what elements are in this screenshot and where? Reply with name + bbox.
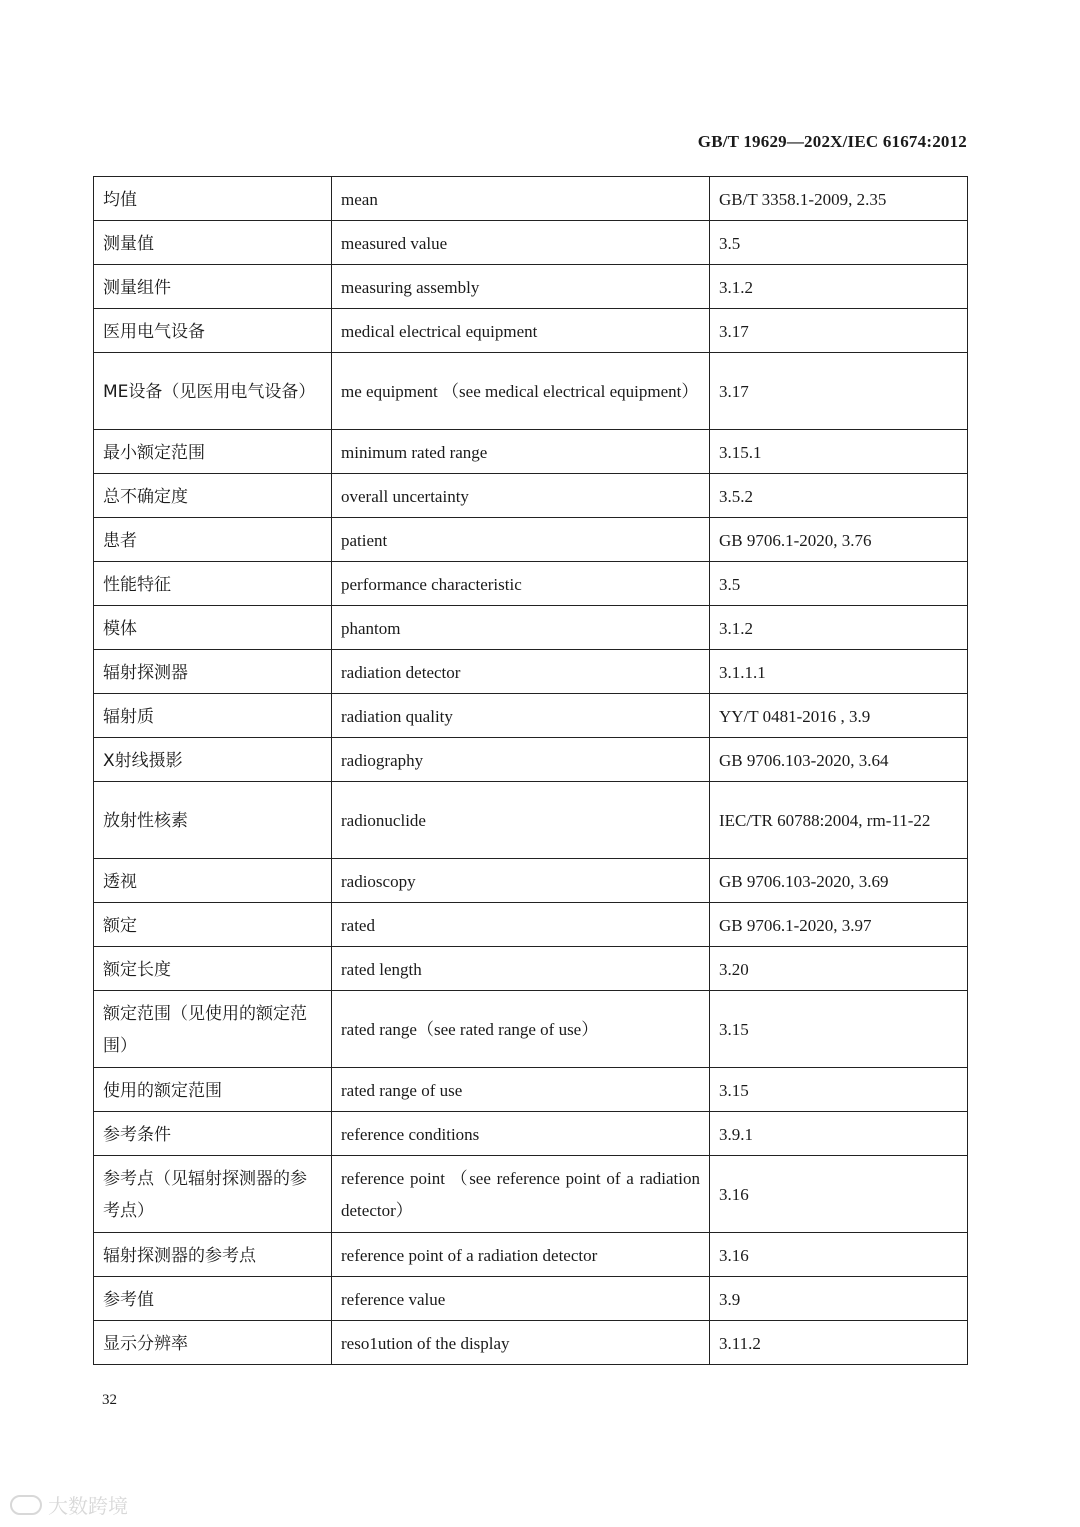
term-english-cell: radionuclide bbox=[332, 782, 710, 859]
term-english-cell: patient bbox=[332, 518, 710, 562]
term-chinese-cell: 医用电气设备 bbox=[94, 309, 332, 353]
terms-index-table bbox=[93, 176, 968, 1365]
term-chinese-cell: 辐射质 bbox=[94, 694, 332, 738]
table-row bbox=[94, 562, 968, 606]
term-chinese-cell: 测量值 bbox=[94, 221, 332, 265]
term-reference-cell: 3.17 bbox=[710, 309, 968, 353]
term-chinese-cell: 模体 bbox=[94, 606, 332, 650]
term-chinese-cell: 患者 bbox=[94, 518, 332, 562]
term-chinese-cell: 均值 bbox=[94, 177, 332, 221]
table-row bbox=[94, 221, 968, 265]
term-reference-cell: 3.20 bbox=[710, 947, 968, 991]
term-english-cell: radiography bbox=[332, 738, 710, 782]
table-row bbox=[94, 430, 968, 474]
table-row bbox=[94, 991, 968, 1068]
watermark-logo-icon bbox=[10, 1495, 42, 1515]
term-reference-cell: 3.11.2 bbox=[710, 1321, 968, 1365]
table-row bbox=[94, 265, 968, 309]
term-reference-cell: 3.16 bbox=[710, 1156, 968, 1233]
term-english-cell: measured value bbox=[332, 221, 710, 265]
table-row bbox=[94, 309, 968, 353]
term-chinese-cell: 使用的额定范围 bbox=[94, 1068, 332, 1112]
term-chinese-cell: 参考点（见辐射探测器的参考点） bbox=[94, 1156, 332, 1233]
term-reference-cell: GB/T 3358.1-2009, 2.35 bbox=[710, 177, 968, 221]
term-chinese-cell: 测量组件 bbox=[94, 265, 332, 309]
table-row bbox=[94, 694, 968, 738]
page-number: 32 bbox=[102, 1392, 117, 1408]
table-row bbox=[94, 738, 968, 782]
term-chinese-cell: 额定范围（见使用的额定范围） bbox=[94, 991, 332, 1068]
term-english-cell: radiation quality bbox=[332, 694, 710, 738]
term-english-cell: radioscopy bbox=[332, 859, 710, 903]
term-reference-cell: GB 9706.103-2020, 3.69 bbox=[710, 859, 968, 903]
table-row bbox=[94, 650, 968, 694]
term-english-cell: performance characteristic bbox=[332, 562, 710, 606]
term-english-cell: minimum rated range bbox=[332, 430, 710, 474]
term-chinese-cell: 最小额定范围 bbox=[94, 430, 332, 474]
term-chinese-cell: ME设备（见医用电气设备） bbox=[94, 353, 332, 430]
table-row bbox=[94, 1233, 968, 1277]
term-chinese-cell: 辐射探测器的参考点 bbox=[94, 1233, 332, 1277]
term-english-cell: rated range（see rated range of use） bbox=[332, 991, 710, 1068]
term-reference-cell: 3.1.1.1 bbox=[710, 650, 968, 694]
table-row bbox=[94, 1156, 968, 1233]
term-reference-cell: 3.5.2 bbox=[710, 474, 968, 518]
table-row bbox=[94, 903, 968, 947]
term-english-cell: medical electrical equipment bbox=[332, 309, 710, 353]
term-chinese-cell: 参考值 bbox=[94, 1277, 332, 1321]
term-reference-cell: YY/T 0481-2016 , 3.9 bbox=[710, 694, 968, 738]
term-chinese-cell: 额定 bbox=[94, 903, 332, 947]
table-row bbox=[94, 859, 968, 903]
term-english-cell: me equipment （see medical electrical equipment） bbox=[332, 353, 710, 430]
table-row bbox=[94, 1321, 968, 1365]
term-chinese-cell: 额定长度 bbox=[94, 947, 332, 991]
table-row bbox=[94, 1112, 968, 1156]
watermark bbox=[10, 1490, 128, 1519]
table-row bbox=[94, 782, 968, 859]
term-reference-cell: 3.5 bbox=[710, 562, 968, 606]
table-row bbox=[94, 353, 968, 430]
term-reference-cell: 3.16 bbox=[710, 1233, 968, 1277]
term-english-cell: reference value bbox=[332, 1277, 710, 1321]
term-english-cell: reference conditions bbox=[332, 1112, 710, 1156]
term-reference-cell: 3.9 bbox=[710, 1277, 968, 1321]
term-chinese-cell: 透视 bbox=[94, 859, 332, 903]
term-chinese-cell: X射线摄影 bbox=[94, 738, 332, 782]
term-reference-cell: 3.15 bbox=[710, 1068, 968, 1112]
watermark-text: 大数跨境 bbox=[48, 1494, 128, 1518]
term-chinese-cell: 显示分辨率 bbox=[94, 1321, 332, 1365]
term-english-cell: rated length bbox=[332, 947, 710, 991]
term-reference-cell: 3.9.1 bbox=[710, 1112, 968, 1156]
term-chinese-cell: 性能特征 bbox=[94, 562, 332, 606]
table-row bbox=[94, 1277, 968, 1321]
term-reference-cell: GB 9706.1-2020, 3.76 bbox=[710, 518, 968, 562]
term-reference-cell: GB 9706.103-2020, 3.64 bbox=[710, 738, 968, 782]
term-chinese-cell: 参考条件 bbox=[94, 1112, 332, 1156]
term-reference-cell: 3.1.2 bbox=[710, 606, 968, 650]
term-english-cell: phantom bbox=[332, 606, 710, 650]
term-reference-cell: 3.15 bbox=[710, 991, 968, 1068]
term-reference-cell: 3.17 bbox=[710, 353, 968, 430]
table-row bbox=[94, 1068, 968, 1112]
term-reference-cell: GB 9706.1-2020, 3.97 bbox=[710, 903, 968, 947]
table-row bbox=[94, 606, 968, 650]
table-row bbox=[94, 177, 968, 221]
term-english-cell: reso1ution of the display bbox=[332, 1321, 710, 1365]
term-chinese-cell: 辐射探测器 bbox=[94, 650, 332, 694]
standard-number-header: GB/T 19629—202X/IEC 61674:2012 bbox=[697, 132, 967, 151]
term-english-cell: measuring assembly bbox=[332, 265, 710, 309]
table-row bbox=[94, 947, 968, 991]
term-reference-cell: 3.5 bbox=[710, 221, 968, 265]
term-reference-cell: 3.1.2 bbox=[710, 265, 968, 309]
table-row bbox=[94, 518, 968, 562]
terms-table-body bbox=[94, 177, 968, 1365]
term-reference-cell: 3.15.1 bbox=[710, 430, 968, 474]
term-english-cell: mean bbox=[332, 177, 710, 221]
term-english-cell: overall uncertainty bbox=[332, 474, 710, 518]
term-chinese-cell: 放射性核素 bbox=[94, 782, 332, 859]
term-english-cell: reference point （see reference point of a radiation detector） bbox=[332, 1156, 710, 1233]
term-english-cell: rated range of use bbox=[332, 1068, 710, 1112]
term-english-cell: radiation detector bbox=[332, 650, 710, 694]
term-reference-cell: IEC/TR 60788:2004, rm-11-22 bbox=[710, 782, 968, 859]
term-english-cell: reference point of a radiation detector bbox=[332, 1233, 710, 1277]
term-chinese-cell: 总不确定度 bbox=[94, 474, 332, 518]
table-row bbox=[94, 474, 968, 518]
term-english-cell: rated bbox=[332, 903, 710, 947]
